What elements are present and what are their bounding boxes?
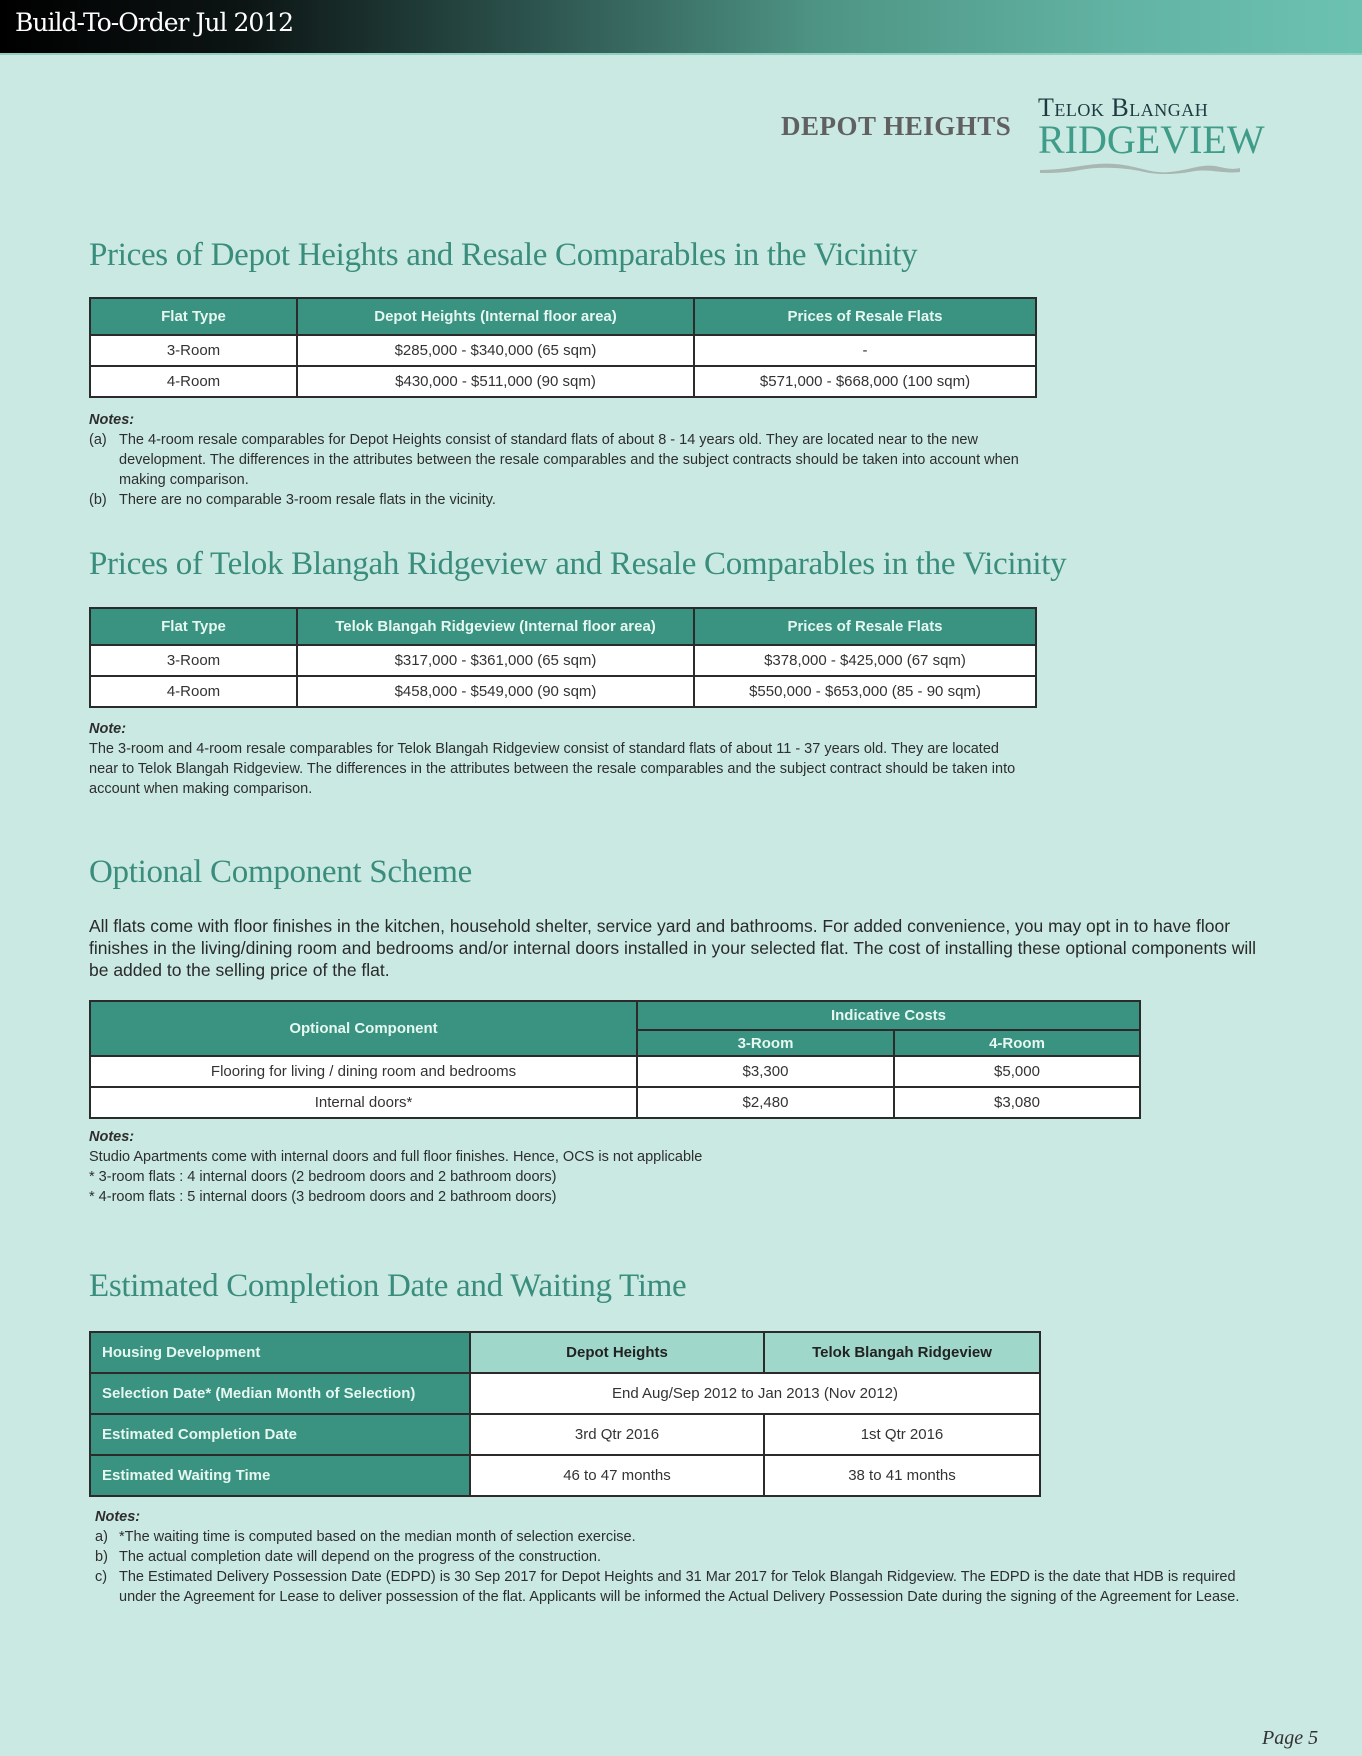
note-marker: (a) xyxy=(89,432,107,448)
column-header: Depot Heights (Internal floor area) xyxy=(297,298,694,335)
note-item xyxy=(89,490,1019,510)
column-header-3room: 3-Room xyxy=(637,1030,894,1056)
column-header: Prices of Resale Flats xyxy=(694,298,1036,335)
column-header-costs: Indicative Costs xyxy=(637,1001,1140,1030)
section-heading-ocs: Optional Component Scheme xyxy=(89,854,472,890)
table-row xyxy=(90,335,1036,366)
table-cell: 3-Room xyxy=(90,335,297,366)
table-cell: Internal doors* xyxy=(90,1087,637,1118)
note-text: * 4-room flats : 5 internal doors (3 bedroom doors and 2 bathroom doors) xyxy=(89,1189,557,1205)
table-cell: $458,000 - $549,000 (90 sqm) xyxy=(297,676,694,707)
table-row xyxy=(90,1056,1140,1087)
note-text: The Estimated Delivery Possession Date (EDPD) is 30 Sep 2017 for Depot Heights and 31 Mar 2017 for Telok Blangah Ridgeview. The EDPD is the date that HDB is required under the Agreement for Lease to deliver possession of the flat. Applicants will be informed the Actual Delivery Possession Date during the signing of the Agreement for Lease. xyxy=(119,1569,1240,1605)
notes-label: Notes: xyxy=(89,1129,135,1145)
completion-notes xyxy=(95,1507,1255,1607)
column-header: Prices of Resale Flats xyxy=(694,608,1036,645)
table-header-row xyxy=(90,608,1036,645)
notes-label: Notes: xyxy=(95,1509,141,1525)
table-cell: Flooring for living / dining room and bedrooms xyxy=(90,1056,637,1087)
note-text: *The waiting time is computed based on the median month of selection exercise. xyxy=(119,1529,636,1545)
completion-table xyxy=(89,1331,1041,1497)
table-row xyxy=(90,1373,1040,1414)
note-item xyxy=(95,1567,1255,1607)
section-heading-telok-prices: Prices of Telok Blangah Ridgeview and Resale Comparables in the Vicinity xyxy=(89,546,1067,582)
table-cell: 1st Qtr 2016 xyxy=(764,1414,1040,1455)
note-item xyxy=(95,1527,1255,1547)
note-item xyxy=(95,1547,1255,1567)
column-header-depot: Depot Heights xyxy=(470,1332,764,1373)
table-cell: 38 to 41 months xyxy=(764,1455,1040,1496)
column-header-4room: 4-Room xyxy=(894,1030,1140,1056)
table-cell: 4-Room xyxy=(90,366,297,397)
page-number: Page 5 xyxy=(1262,1727,1319,1749)
table-cell: 4-Room xyxy=(90,676,297,707)
table-cell: $378,000 - $425,000 (67 sqm) xyxy=(694,645,1036,676)
header-bar xyxy=(0,0,1362,55)
depot-prices-table xyxy=(89,297,1037,398)
table-row xyxy=(90,1332,1040,1373)
column-header: Telok Blangah Ridgeview (Internal floor area) xyxy=(297,608,694,645)
table-cell: 3-Room xyxy=(90,645,297,676)
row-label: Selection Date* (Median Month of Selection) xyxy=(90,1373,470,1414)
note-marker: a) xyxy=(95,1529,108,1545)
table-cell: 46 to 47 months xyxy=(470,1455,764,1496)
column-header: Flat Type xyxy=(90,608,297,645)
table-cell: - xyxy=(694,335,1036,366)
note-text: The actual completion date will depend on the progress of the construction. xyxy=(119,1549,602,1565)
logo-wave-icon xyxy=(1040,160,1240,176)
table-row xyxy=(90,366,1036,397)
table-cell: $571,000 - $668,000 (100 sqm) xyxy=(694,366,1036,397)
note-text: The 4-room resale comparables for Depot Heights consist of standard flats of about 8 - 14 years old. They are located near to the new development. The differences in the attributes between the resale comparables and the subject contracts should be taken into account when making comparison. xyxy=(119,432,1019,488)
table-cell: $5,000 xyxy=(894,1056,1140,1087)
note-text: The 3-room and 4-room resale comparables for Telok Blangah Ridgeview consist of standard flats of about 11 - 37 years old. They are located near to Telok Blangah Ridgeview. The differences in the attributes between the resale comparables and the subject contract should be taken into account when making comparison. xyxy=(89,741,1016,797)
table-cell: $430,000 - $511,000 (90 sqm) xyxy=(297,366,694,397)
note-marker: b) xyxy=(95,1549,108,1565)
telok-blangah-logo-line2: RIDGEVIEW xyxy=(1038,117,1265,162)
ocs-paragraph: All flats come with floor finishes in the kitchen, household shelter, service yard and bathrooms. For added convenience, you may opt in to have floor finishes in the living/dining room and bedrooms and/or internal doors installed in your selected flat. The cost of installing these optional components will be added to the selling price of the flat. xyxy=(89,916,1257,980)
depot-notes xyxy=(89,410,1019,510)
table-cell: $317,000 - $361,000 (65 sqm) xyxy=(297,645,694,676)
notes-label: Note: xyxy=(89,721,127,737)
note-text: * 3-room flats : 4 internal doors (2 bedroom doors and 2 bathroom doors) xyxy=(89,1169,557,1185)
note-text: Studio Apartments come with internal doors and full floor finishes. Hence, OCS is not applicable xyxy=(89,1149,703,1165)
column-header: Flat Type xyxy=(90,298,297,335)
table-cell: End Aug/Sep 2012 to Jan 2013 (Nov 2012) xyxy=(470,1373,1040,1414)
table-cell: $3,300 xyxy=(637,1056,894,1087)
table-row xyxy=(90,645,1036,676)
row-label: Estimated Waiting Time xyxy=(90,1455,470,1496)
notes-label: Notes: xyxy=(89,412,135,428)
table-cell: $550,000 - $653,000 (85 - 90 sqm) xyxy=(694,676,1036,707)
table-cell: $285,000 - $340,000 (65 sqm) xyxy=(297,335,694,366)
telok-blangah-logo-line1: Telok Blangah xyxy=(1038,93,1209,122)
ocs-notes xyxy=(89,1127,989,1207)
note-item xyxy=(89,430,1019,490)
table-row xyxy=(90,1414,1040,1455)
note-text: There are no comparable 3-room resale flats in the vicinity. xyxy=(119,492,496,508)
table-header-row xyxy=(90,1001,1140,1030)
section-heading-depot-prices: Prices of Depot Heights and Resale Comparables in the Vicinity xyxy=(89,237,918,273)
table-row xyxy=(90,1087,1140,1118)
table-cell: $2,480 xyxy=(637,1087,894,1118)
ocs-table xyxy=(89,1000,1141,1119)
column-header-telok: Telok Blangah Ridgeview xyxy=(764,1332,1040,1373)
table-cell: 3rd Qtr 2016 xyxy=(470,1414,764,1455)
table-row xyxy=(90,676,1036,707)
section-heading-completion: Estimated Completion Date and Waiting Time xyxy=(89,1268,687,1304)
table-cell: $3,080 xyxy=(894,1087,1140,1118)
note-marker: (b) xyxy=(89,492,107,508)
depot-heights-logo: DEPOT HEIGHTS xyxy=(781,111,1012,141)
column-header-component: Optional Component xyxy=(90,1001,637,1056)
note-marker: c) xyxy=(95,1569,108,1585)
row-label: Estimated Completion Date xyxy=(90,1414,470,1455)
table-row xyxy=(90,1455,1040,1496)
table-header-row xyxy=(90,298,1036,335)
telok-notes xyxy=(89,719,1019,799)
header-title: Build-To-Order Jul 2012 xyxy=(15,8,294,37)
telok-prices-table xyxy=(89,607,1037,708)
row-label: Housing Development xyxy=(90,1332,470,1373)
